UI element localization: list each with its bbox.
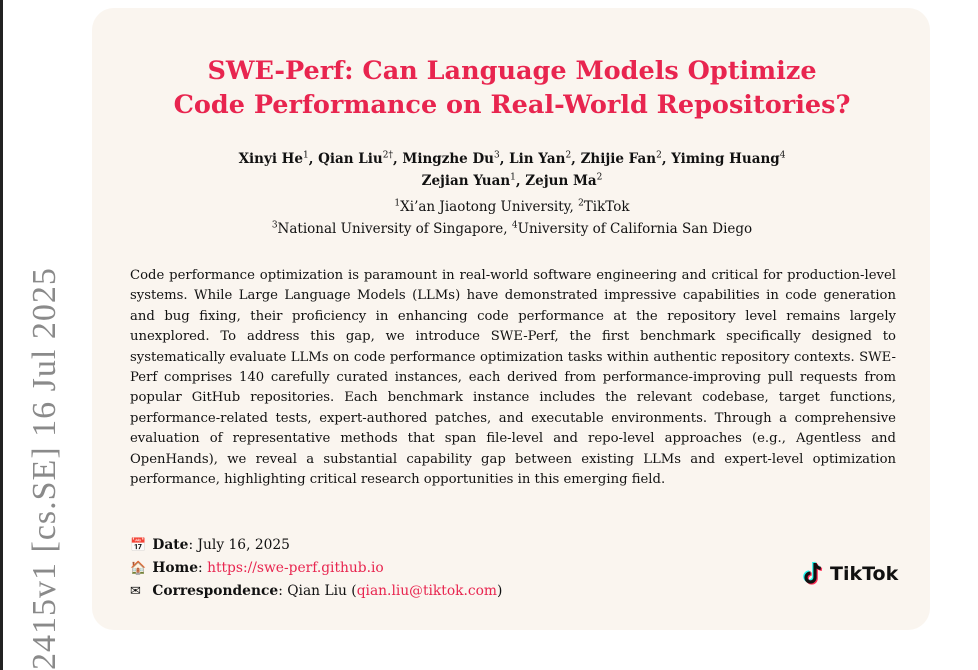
affiliation-line-2: $^3$National University of Singapore, $^4$University of California San Diego xyxy=(271,220,753,237)
author: Mingzhe Du$^3$ xyxy=(402,150,500,167)
tiktok-logo-text: TikTok xyxy=(830,563,899,585)
correspondence-name: Qian Liu xyxy=(287,583,347,599)
author: Zhijie Fan$^2$ xyxy=(580,150,662,167)
home-label: Home xyxy=(152,560,199,576)
affiliation: $^2$TikTok xyxy=(578,198,630,215)
correspondence-label: Correspondence xyxy=(152,583,279,599)
affiliation-line-1: $^1$Xi’an Jiaotong University, $^2$TikTok xyxy=(394,198,630,215)
author: Xinyi He$^1$ xyxy=(238,150,309,167)
affiliation: $^4$University of California San Diego xyxy=(511,220,753,237)
arxiv-identifier-stamp: 2415v1 [cs.SE] 16 Jul 2025 xyxy=(26,267,63,670)
home-row: 🏠 Home: https://swe-perf.github.io xyxy=(130,557,730,580)
date-row: 📅 Date: July 16, 2025 xyxy=(130,534,730,557)
paper-title xyxy=(112,54,912,122)
abstract: Code performance optimization is paramount in real-world software engineering and critical for production-level systems. While Large Language Models (LLMs) have demonstrated impressive capabilities in code generation and bug fixing, their proficiency in enhancing code performance at the repository level remains largely unexplored. To address this gap, we introduce SWE-Perf, the first benchmark specifically designed to systematically evaluate LLMs on code performance optimization tasks within authentic repository contexts. SWE-Perf comprises 140 carefully curated instances, each derived from performance-improving pull requests from popular GitHub repositories. Each benchmark instance includes the relevant codebase, target functions, performance-related tests, expert-authored patches, and executable environments. Through a comprehensive evaluation of representative methods that span file-level and repo-level approaches (e.g., Agentless and OpenHands), we reveal a substantial capability gap between existing LLMs and expert-level optimization performance, highlighting critical research opportunities in this emerging field. xyxy=(130,268,896,488)
author-line-2: Zejian Yuan$^1$, Zejun Ma$^2$ xyxy=(421,172,603,189)
title-line-2: Code Performance on Real-World Repositories? xyxy=(173,90,851,120)
author: Zejian Yuan$^1$ xyxy=(421,172,516,189)
affiliation: $^3$National University of Singapore xyxy=(271,220,504,237)
paper-metadata xyxy=(130,534,730,603)
title-line-1: SWE-Perf: Can Language Models Optimize xyxy=(207,56,817,86)
author: Lin Yan$^2$ xyxy=(509,150,572,167)
affiliation-list xyxy=(112,196,912,240)
paper-header-card xyxy=(92,8,930,630)
author: Yiming Huang$^4$ xyxy=(671,150,786,167)
tiktok-note-icon xyxy=(802,561,826,587)
author: Qian Liu$^{2\dagger}$ xyxy=(318,150,393,167)
date-label: Date xyxy=(152,537,189,553)
correspondence-row: ✉ Correspondence: Qian Liu (qian.liu@tiktok.com) xyxy=(130,580,730,603)
tiktok-logo xyxy=(802,560,898,588)
correspondence-email-link[interactable]: qian.liu@tiktok.com xyxy=(356,583,497,599)
home-link[interactable]: https://swe-perf.github.io xyxy=(207,560,384,576)
date-value: July 16, 2025 xyxy=(197,537,290,553)
author: Zejun Ma$^2$ xyxy=(525,172,603,189)
envelope-icon: ✉ xyxy=(130,584,141,599)
author-line-1: Xinyi He$^1$, Qian Liu$^{2\dagger}$, Mingzhe Du$^3$, Lin Yan$^2$, Zhijie Fan$^2$, Yiming Huang$^4$ xyxy=(238,150,786,167)
house-icon: 🏠 xyxy=(130,561,147,576)
author-list xyxy=(112,148,912,192)
calendar-icon: 📅 xyxy=(130,538,147,553)
affiliation: $^1$Xi’an Jiaotong University xyxy=(394,198,570,215)
left-margin-rule xyxy=(0,0,3,670)
